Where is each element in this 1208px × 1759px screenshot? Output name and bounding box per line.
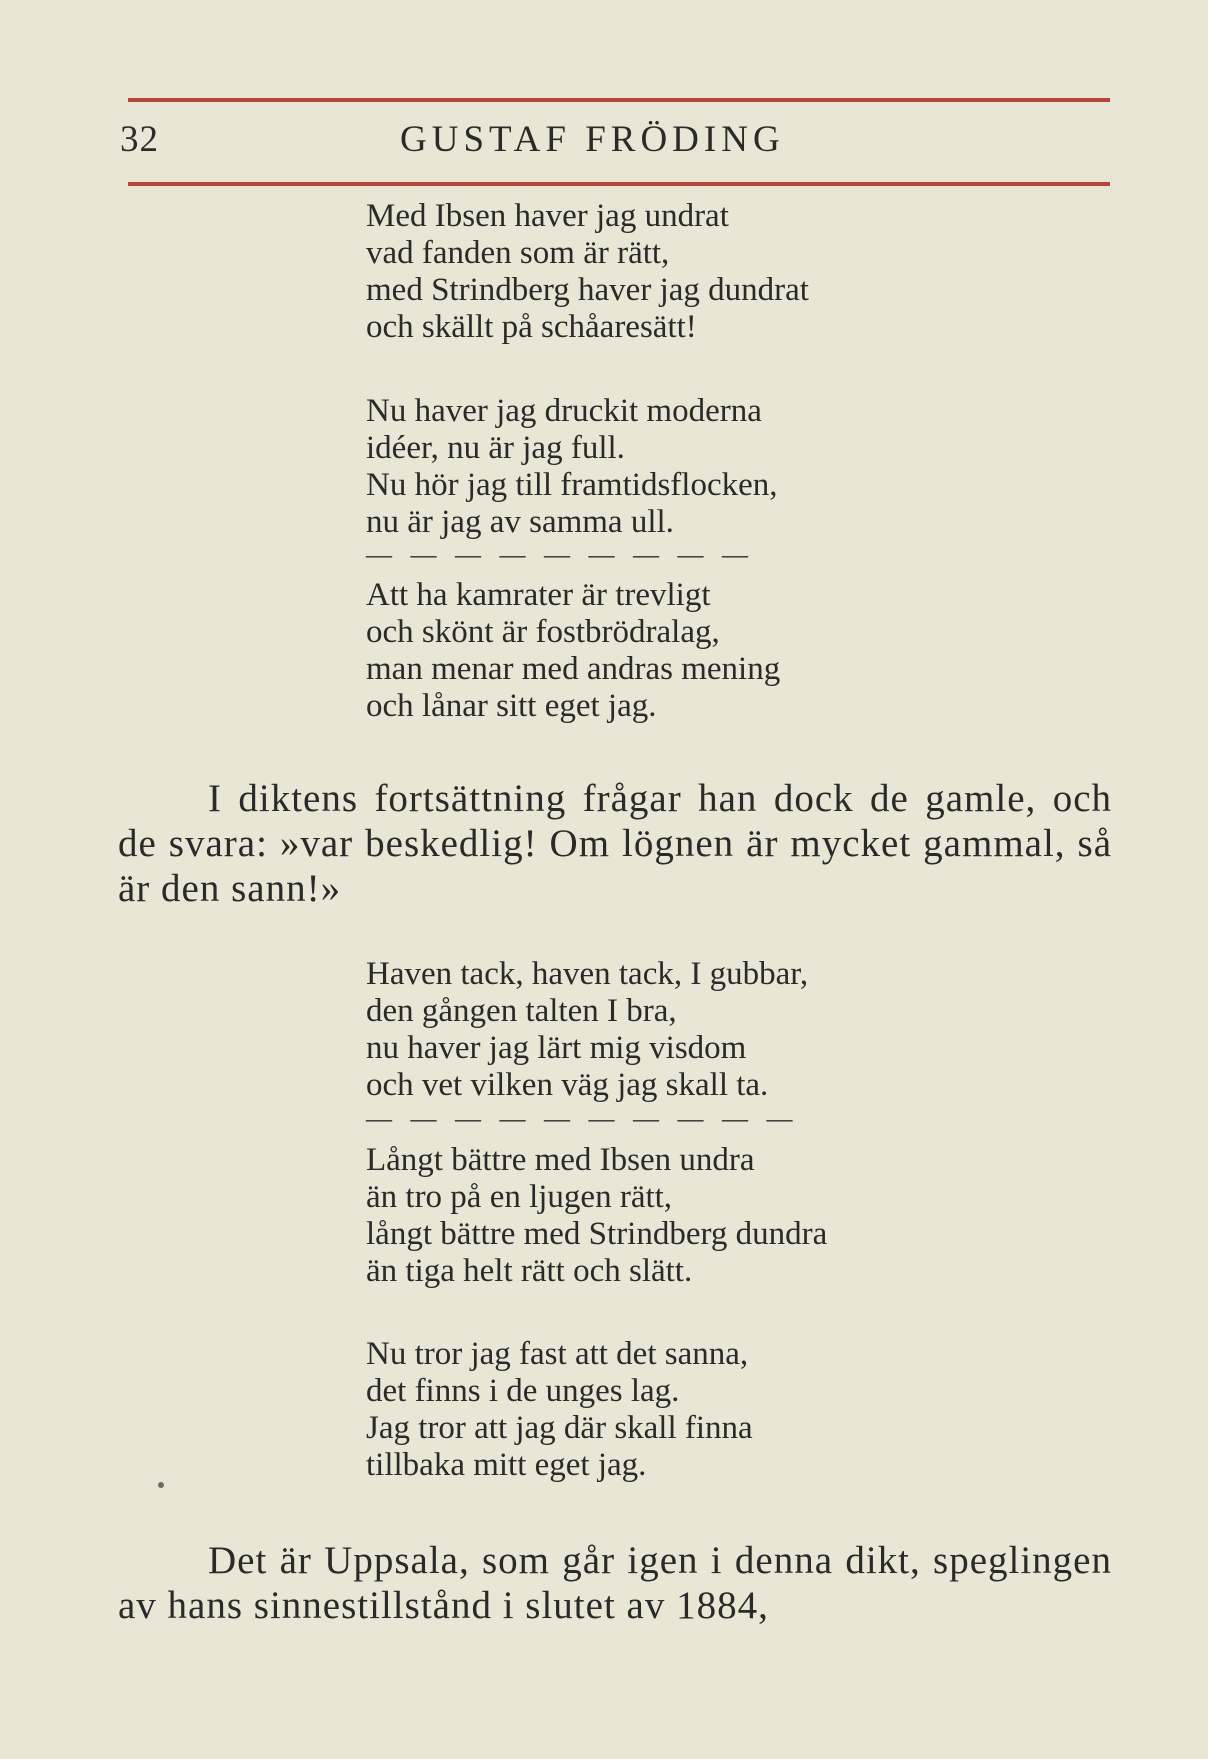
- poem-line: Nu hör jag till framtidsflocken,: [366, 467, 778, 503]
- running-title: GUSTAF FRÖDING: [400, 119, 785, 160]
- poem-line: Långt bättre med Ibsen undra: [366, 1142, 755, 1178]
- prose-text: Det är Uppsala, som går igen i denna dikt, speglingen av hans sinnestillstånd i slutet av 1884,: [118, 1539, 1112, 1627]
- paper-speck: [158, 1482, 164, 1488]
- poem-stanza-6: [366, 1336, 753, 1484]
- poem-line: Haven tack, haven tack, I gubbar,: [366, 956, 809, 992]
- poem-stanza-3: [366, 577, 780, 725]
- poem-line: det finns i de unges lag.: [366, 1373, 680, 1409]
- prose-text: I diktens fortsättning frågar han dock de gamle, och de svara: »var beskedlig! Om lögnen är mycket gammal, så är den sann!»: [118, 777, 1112, 910]
- poem-line: man menar med andras mening: [366, 651, 781, 687]
- poem-line: och skönt är fostbrödralag,: [366, 614, 720, 650]
- stanza-break-dashes: — — — — — — — — — —: [366, 1104, 799, 1133]
- poem-line: den gången talten I bra,: [366, 993, 677, 1029]
- poem-line: idéer, nu är jag full.: [366, 430, 625, 466]
- poem-stanza-1: [366, 198, 809, 346]
- poem-line: Nu tror jag fast att det sanna,: [366, 1336, 749, 1372]
- poem-line: och skällt på schåaresätt!: [366, 309, 697, 345]
- poem-line: än tro på en ljugen rätt,: [366, 1179, 673, 1215]
- poem-line: Med Ibsen haver jag undrat: [366, 198, 729, 234]
- poem-line: med Strindberg haver jag dundrat: [366, 272, 809, 308]
- poem-line: långt bättre med Strindberg dundra: [366, 1216, 828, 1252]
- prose-paragraph-1: [118, 776, 1112, 911]
- poem-line: och vet vilken väg jag skall ta.: [366, 1067, 769, 1103]
- poem-line: nu haver jag lärt mig visdom: [366, 1030, 747, 1066]
- poem-line: tillbaka mitt eget jag.: [366, 1447, 647, 1483]
- poem-line: nu är jag av samma ull.: [366, 504, 674, 540]
- poem-line: vad fanden som är rätt,: [366, 235, 670, 271]
- poem-stanza-4: [366, 956, 808, 1104]
- poem-stanza-5: [366, 1142, 827, 1290]
- poem-line: än tiga helt rätt och slätt.: [366, 1253, 693, 1289]
- poem-line: och lånar sitt eget jag.: [366, 688, 657, 724]
- poem-line: Att ha kamrater är trevligt: [366, 577, 711, 613]
- prose-paragraph-2: [118, 1538, 1112, 1628]
- header-rule-bottom: [128, 182, 1110, 186]
- header-rule-top: [128, 98, 1110, 102]
- poem-stanza-2: [366, 393, 778, 541]
- page-number: 32: [120, 119, 159, 160]
- stanza-break-dashes: — — — — — — — — —: [366, 540, 754, 569]
- poem-line: Nu haver jag druckit moderna: [366, 393, 762, 429]
- poem-line: Jag tror att jag där skall finna: [366, 1410, 753, 1446]
